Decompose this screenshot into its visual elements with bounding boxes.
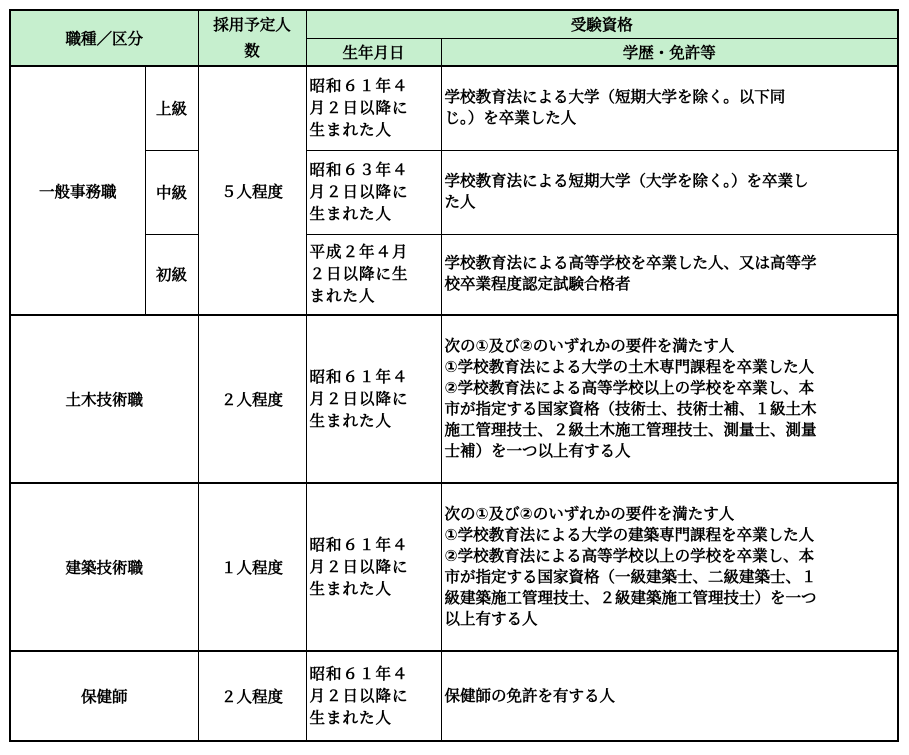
header-category: 職種／区分 [10,10,198,66]
edu-line: 保健師の免許を有する人 [444,686,616,705]
level-senior: 上級 [145,66,198,150]
edu-nurse [441,651,898,741]
level-junior: 初級 [145,234,198,315]
edu-line: 次の①及び②のいずれかの要件を満たす人 [444,337,735,355]
birth-line: 月２日以降に [309,183,409,201]
level-middle: 中級 [145,150,198,234]
header-planned-line1: 採用予定人 [213,16,291,34]
job-civil: 土木技術職 [10,315,198,483]
edu-line: じ。）を卒業した人 [444,109,577,128]
birth-line: 月２日以降に [309,390,409,408]
birth-line: 昭和６１年４ [309,368,409,386]
birth-line: 月２日以降に [309,687,409,705]
birth-line: 月２日以降に [309,99,409,118]
birth-line: まれた人 [309,287,376,306]
edu-line: 校卒業程度認定試験合格者 [444,275,631,294]
birth-arch [306,483,441,651]
edu-line: ①学校教育法による大学の土木専門課程を卒業した人 [444,358,815,376]
edu-line: 学校教育法による大学（短期大学を除く。以下同 [444,88,786,107]
edu-general-middle [441,150,898,234]
edu-line: ②学校教育法による高等学校以上の学校を卒業し、本 [444,379,815,397]
planned-arch: １人程度 [198,483,306,651]
edu-line: 施工管理技士、２級土木施工管理技士、測量士、測量 [444,421,817,439]
birth-line: 月２日以降に [309,558,409,576]
header-qualification: 受験資格 [306,10,898,38]
birth-general-middle [306,150,441,234]
birth-line: 平成２年４月 [309,243,409,262]
birth-civil [306,315,441,483]
birth-line: ２日以降に生 [309,265,409,284]
birth-general-senior [306,66,441,150]
birth-line: 昭和６１年４ [309,536,409,554]
recruitment-table [9,9,899,742]
planned-general: ５人程度 [198,66,306,315]
birth-line: 生まれた人 [309,205,393,223]
birth-line: 昭和６３年４ [309,161,409,179]
job-arch: 建築技術職 [10,483,198,651]
birth-line: 生まれた人 [309,121,393,140]
job-general: 一般事務職 [10,66,145,315]
birth-line: 昭和６１年４ [309,77,409,96]
birth-line: 昭和６１年４ [309,665,409,683]
header-planned [198,10,306,66]
edu-line: 学校教育法による高等学校を卒業した人、又は高等学 [444,254,817,273]
edu-line: た人 [444,193,476,211]
header-birthdate: 生年月日 [306,38,441,66]
job-nurse: 保健師 [10,651,198,741]
birth-general-junior [306,234,441,315]
edu-line: 市が指定する国家資格（一級建築士、二級建築士、１ [444,568,817,586]
planned-nurse: ２人程度 [198,651,306,741]
edu-line: ①学校教育法による大学の建築専門課程を卒業した人 [444,526,815,544]
edu-line: ②学校教育法による高等学校以上の学校を卒業し、本 [444,547,815,565]
edu-general-junior [441,234,898,315]
header-education: 学歴・免許等 [441,38,898,66]
edu-line: 次の①及び②のいずれかの要件を満たす人 [444,505,735,523]
birth-nurse [306,651,441,741]
edu-line: 市が指定する国家資格（技術士、技術士補、１級土木 [444,400,817,418]
edu-line: 以上有する人 [444,610,538,628]
birth-line: 生まれた人 [309,412,393,430]
header-planned-line2: 数 [244,42,260,60]
edu-arch [441,483,898,651]
edu-line: 級建築施工管理技士、２級建築施工管理技士）を一つ [444,589,817,607]
birth-line: 生まれた人 [309,709,393,727]
birth-line: 生まれた人 [309,580,393,598]
planned-civil: ２人程度 [198,315,306,483]
edu-general-senior [441,66,898,150]
edu-line: 士補）を一つ以上有する人 [444,442,631,460]
edu-civil [441,315,898,483]
edu-line: 学校教育法による短期大学（大学を除く。）を卒業し [444,172,809,190]
